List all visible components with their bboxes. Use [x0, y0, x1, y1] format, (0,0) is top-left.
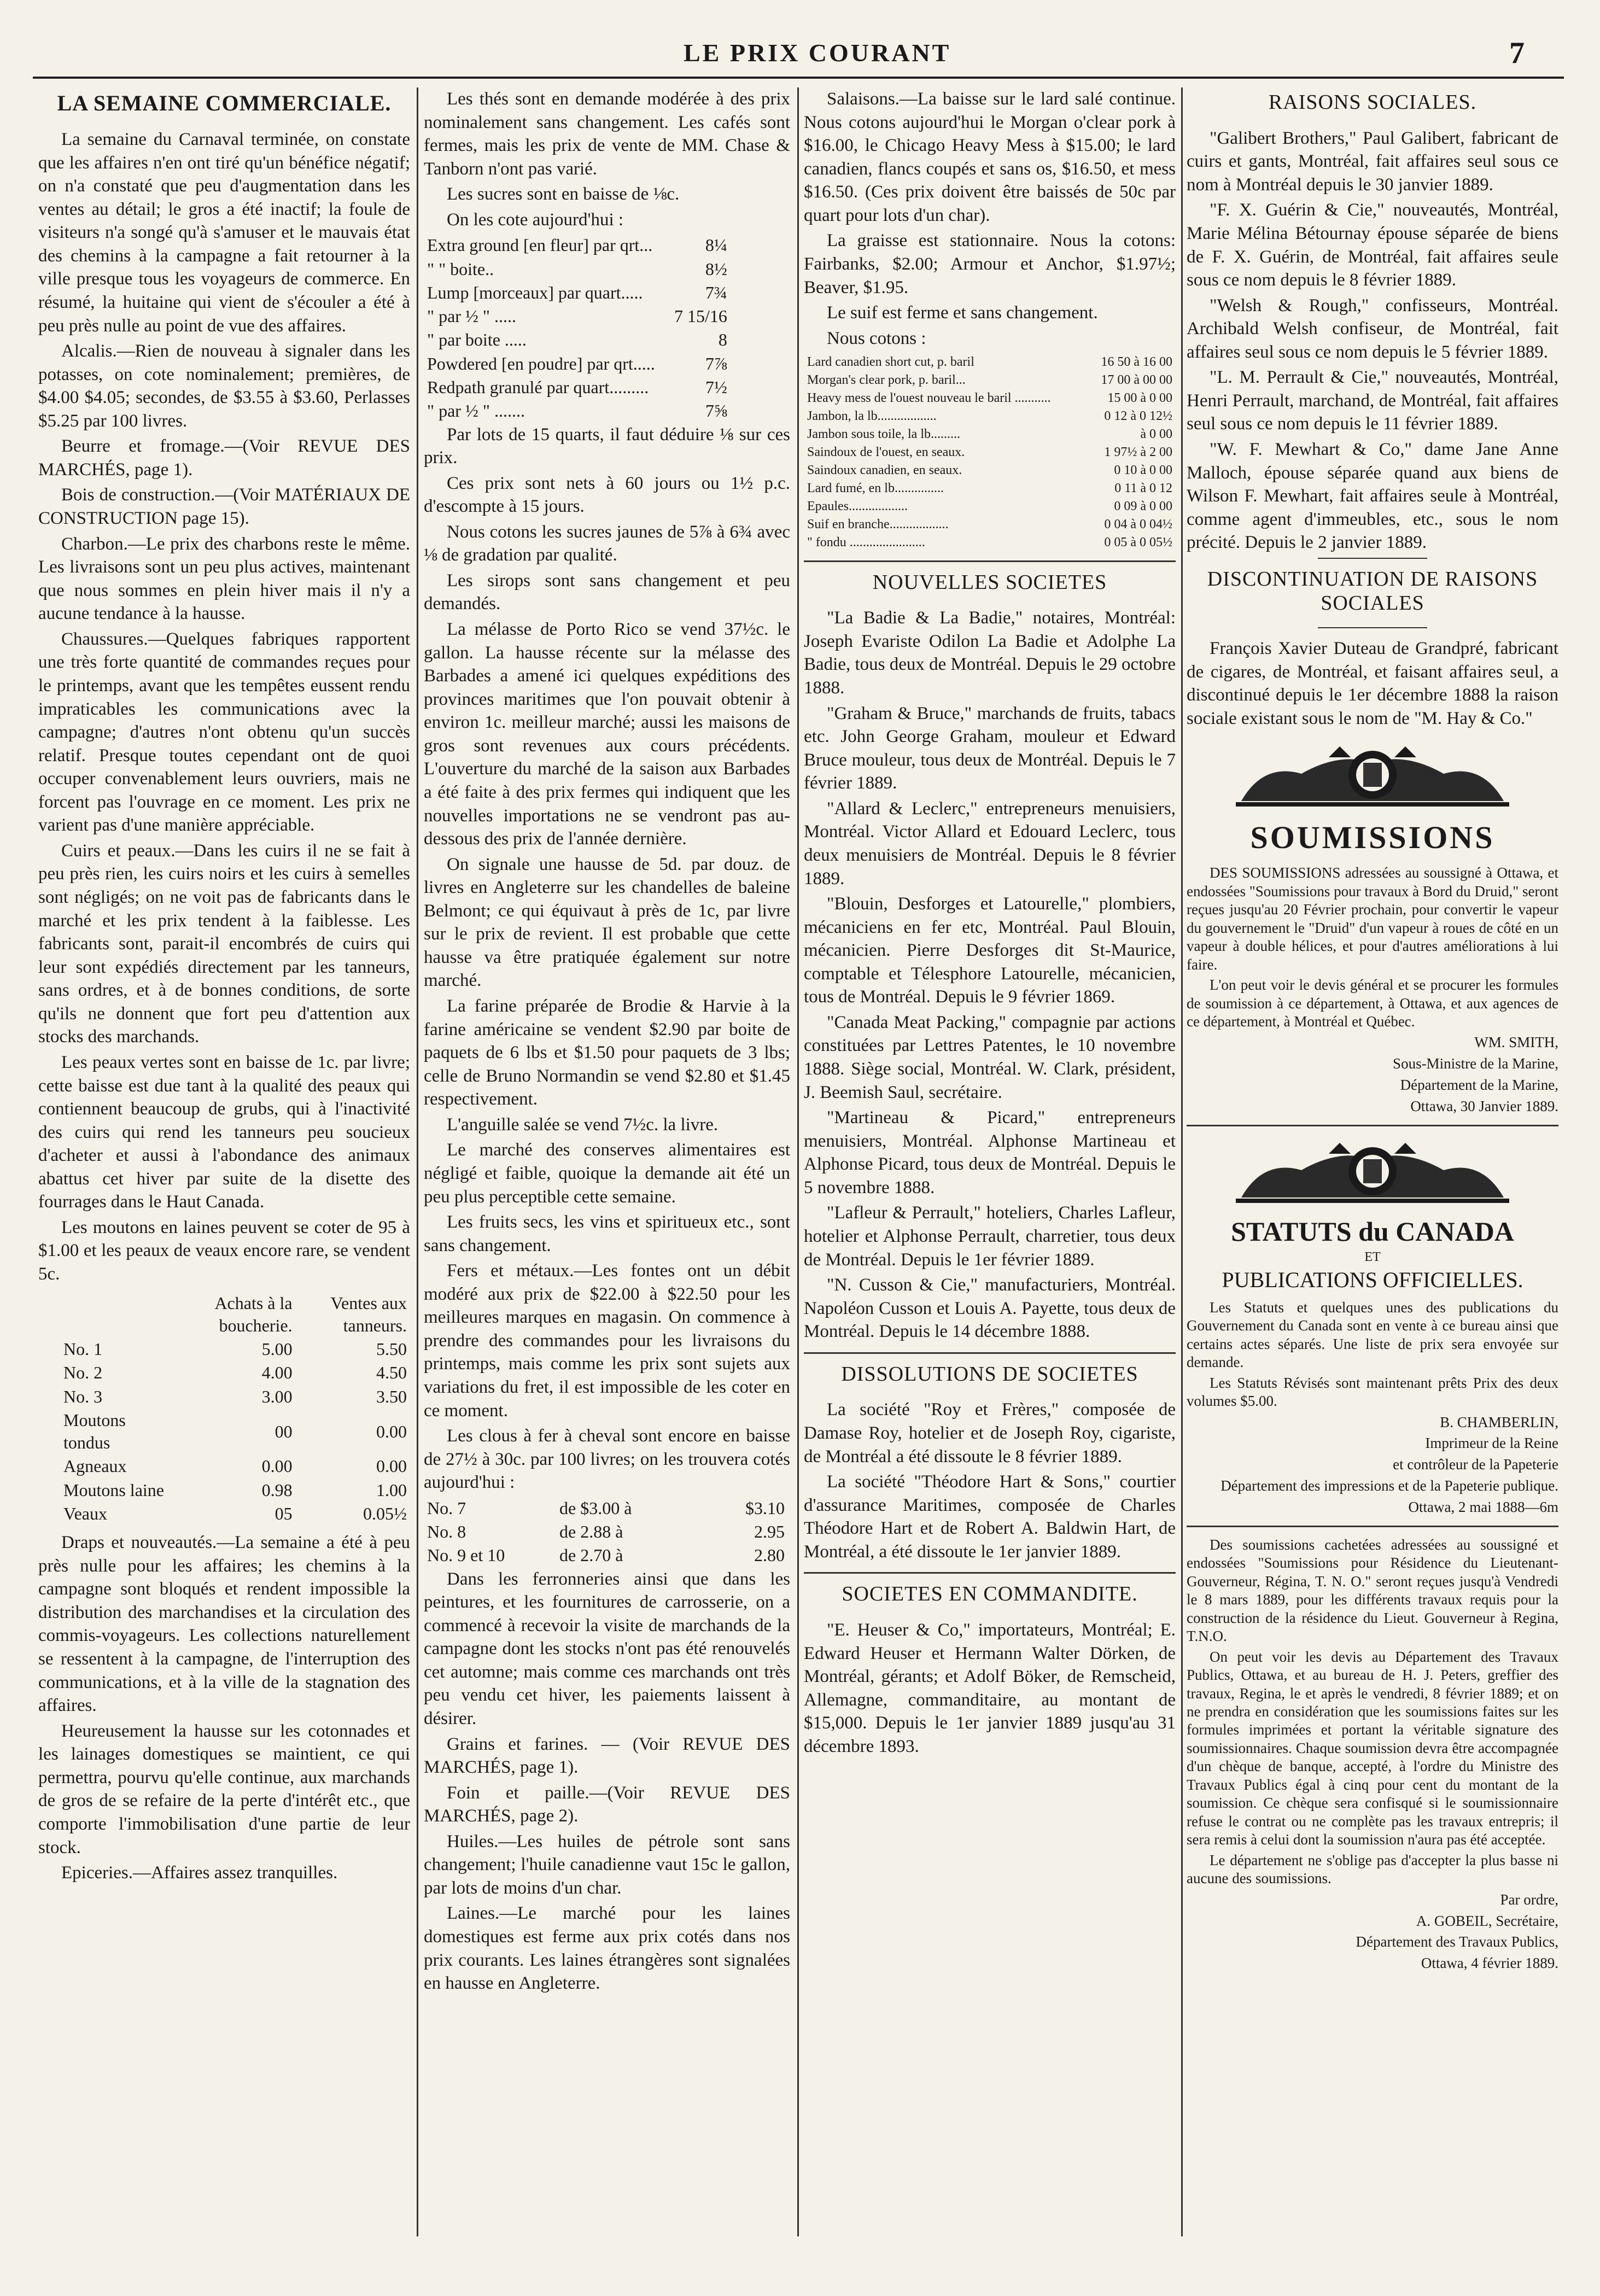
- table-cell: 4.50: [376, 1363, 407, 1383]
- table-row: [424, 258, 731, 281]
- paragraph: Les moutons en laines peuvent se coter de 95 à $1.00 et les peaux de veaux encore rare, se vendent 5c.: [38, 1217, 410, 1284]
- table-cell: 0.00: [376, 1421, 407, 1441]
- table-cell: de 2.88 à: [559, 1522, 623, 1542]
- provisions-price-table: [804, 353, 1176, 551]
- table-cell: Lard fumé, en lb...............: [807, 481, 944, 495]
- table-row: [804, 516, 1176, 534]
- table-cell: 0.98: [261, 1480, 293, 1500]
- table-row: [804, 389, 1176, 407]
- table-cell: Powdered [en poudre] par qrt.....: [427, 353, 655, 373]
- table-cell: 0 05 à 0 05½: [1104, 535, 1172, 550]
- table-cell: 0 10 à 0 00: [1114, 463, 1172, 477]
- statuts-subtitle: PUBLICATIONS OFFICIELLES.: [1222, 1267, 1523, 1293]
- sugar-price-table: [424, 233, 731, 423]
- table-cell: 7⅞: [705, 353, 727, 373]
- table-cell: 0.05½: [363, 1503, 407, 1523]
- paragraph: Bois de construction.—(Voir MATÉRIAUX DE CONSTRUCTION page 15).: [38, 485, 410, 528]
- column-divider: [1181, 87, 1183, 2236]
- table-cell: No. 7: [427, 1498, 466, 1518]
- paragraph: Nous cotons les sucres jaunes de 5⅞ à 6¾ avec ⅛ de gradation par qualité.: [424, 522, 790, 565]
- paragraph: Chaussures.—Quelques fabriques rapportent une très forte quantité de commandes reçues pour le printemps, avant que les tempêtes eussent rendu impraticables les communications avec la campagne; d'autres n'ont obtenu qu'un succès relatif. Presque toutes cependant ont de quoi occuper convenablement leurs ouvriers, mais ne forcent pas l'ouvrage en ce moment. Les prix ne varient pas d'une manière appréciable.: [38, 629, 410, 836]
- section-divider: [804, 1572, 1176, 1574]
- table-row: [424, 376, 731, 399]
- paragraph: Beurre et fromage.—(Voir REVUE DES MARCHÉS, page 1).: [38, 436, 410, 480]
- newspaper-title: LE PRIX COURANT: [684, 39, 951, 67]
- notice-item: "N. Cusson & Cie," manufacturiers, Montréal. Napoléon Cusson et Louis A. Payette, tous deux de Montréal. Depuis le 14 décembre 1888.: [804, 1275, 1176, 1342]
- table-cell: Heavy mess de l'ouest nouveau le baril ...........: [807, 391, 1051, 406]
- table-cell: 7⅝: [705, 401, 727, 421]
- table-row: [60, 1385, 410, 1409]
- table-row: [60, 1337, 410, 1361]
- paragraph: Le marché des conserves alimentaires est négligé et faible, quoique la demande ait été un peu plus perceptible cette semaine.: [424, 1140, 790, 1207]
- table-cell: Veaux: [63, 1503, 107, 1523]
- paragraph: Nous cotons :: [827, 328, 926, 348]
- paragraph: Laines.—Le marché pour les laines domestiques est ferme aux prix cotés dans nos prix courants. Les laines étrangères sont signalées en hausse en Angleterre.: [424, 1903, 790, 1994]
- hides-price-table: [60, 1292, 410, 1526]
- table-cell: Extra ground [en fleur] par qrt...: [427, 235, 653, 255]
- table-row: [424, 1520, 788, 1544]
- table-header: Ventes aux tanneurs.: [330, 1293, 407, 1335]
- coat-of-arms-icon: [1230, 1137, 1515, 1208]
- paragraph: Draps et nouveautés.—La semaine a été à peu près nulle pour les affaires; les chemins à la campagne sont bloqués et rendent impossible la distribution des marchandises et la circulation des commis-voyageurs. Les collections naturellement se ressentent à la campagne, de l'interruption des communications, et à la ville de la stagnation des affaires.: [38, 1533, 410, 1716]
- signature-line: Ottawa, 2 mai 1888—6m: [1408, 1498, 1558, 1515]
- table-cell: Moutons laine: [63, 1480, 164, 1500]
- table-cell: 0.00: [376, 1456, 407, 1476]
- table-row: [804, 371, 1176, 389]
- table-row: [804, 353, 1176, 371]
- table-row: [804, 443, 1176, 461]
- soumissions-title: SOUMISSIONS: [1250, 820, 1495, 856]
- notice-item: François Xavier Duteau de Grandpré, fabricant de cigares, de Montréal, et faisant affaires seul, a discontinué depuis le 1er décembre 1888 la raison sociale existant sous le nom de "M. Hay & Co.": [1187, 639, 1558, 728]
- table-row: [424, 328, 731, 352]
- table-cell: 1 97½ à 2 00: [1104, 445, 1172, 459]
- travaux-text: Le département ne s'oblige pas d'accepter la plus basse ni aucune des soumissions.: [1187, 1851, 1558, 1887]
- raisons-sociales-heading: RAISONS SOCIALES.: [1268, 91, 1477, 114]
- notice-item: "La Badie & La Badie," notaires, Montréal: Joseph Evariste Odilon La Badie et Adolphe La Badie, tous deux de Montréal. Depuis le 29 octobre 1888.: [804, 608, 1176, 698]
- dissolutions-heading: DISSOLUTIONS DE SOCIETES: [841, 1362, 1138, 1386]
- coat-of-arms-icon: [1230, 741, 1515, 812]
- table-cell: 3.50: [376, 1386, 407, 1406]
- table-row: [424, 233, 731, 257]
- table-row: [60, 1454, 410, 1478]
- section-divider: [1318, 558, 1427, 559]
- table-cell: " par boite .....: [427, 330, 527, 350]
- table-row: [60, 1502, 410, 1526]
- paragraph: Alcalis.—Rien de nouveau à signaler dans les potasses, on cote nominalement; premières, de $4.00 $4.05; secondes, de $3.55 à $3.60, Perlasses $5.25 par 100 livres.: [38, 341, 410, 431]
- signature-line: A. GOBEIL, Secrétaire,: [1416, 1912, 1558, 1929]
- table-cell: Lump [morceaux] par quart.....: [427, 282, 643, 302]
- table-cell: 15 00 à 0 00: [1107, 391, 1172, 406]
- signature-line: Département des Travaux Publics,: [1356, 1933, 1558, 1950]
- masthead-rule: [33, 77, 1564, 79]
- table-row: [804, 407, 1176, 425]
- table-cell: 7½: [705, 377, 727, 397]
- signature-line: et contrôleur de la Papeterie: [1393, 1456, 1558, 1473]
- paragraph: Les peaux vertes sont en baisse de 1c. par livre; cette baisse est due tant à la qualité des peaux qui contiennent beaucoup de grubs, qui à l'inactivité des cuirs qui rend les tanneurs peu soucieux d'acheter et aussi à l'abondance des animaux abattus cet hiver par suite de la disette des fourrages dans le Haut Canada.: [38, 1052, 410, 1212]
- column-divider: [417, 87, 418, 2236]
- table-cell: 2.80: [754, 1545, 785, 1565]
- statuts-et: ET: [1364, 1250, 1381, 1265]
- soumissions-text: DES SOUMISSIONS adressées au soussigné à Ottawa, et endossées "Soumissions pour travaux à Bord du Druid," seront reçues jusqu'au 20 Février prochain, pour convertir le vapeur du gouvernement le "Druid" d'un vapeur à roues de côté en un vapeur à double hélices, et pour d'autres améliorations à lui faire.: [1187, 864, 1558, 973]
- table-cell: 7 15/16: [674, 306, 727, 326]
- signature-line: B. CHAMBERLIN,: [1440, 1413, 1558, 1430]
- table-cell: Lard canadien short cut, p. baril: [807, 355, 974, 370]
- table-cell: 8½: [705, 259, 727, 279]
- table-cell: Agneaux: [63, 1456, 127, 1476]
- paragraph: Par lots de 15 quarts, il faut déduire ⅛ sur ces prix.: [424, 424, 790, 468]
- column-3: [804, 87, 1176, 2236]
- table-cell: Saindoux de l'ouest, en seaux.: [807, 445, 965, 459]
- notice-item: "E. Heuser & Co," importateurs, Montréal; E. Edward Heuser et Hermann Walter Dörken, de Montréal, gérants; et Adolf Böker, de Remscheid, Allemagne, commanditaire, au montant de $15,000. Depuis le 1er janvier 1889 jusqu'au 31 décembre 1893.: [804, 1620, 1176, 1756]
- nail-price-table: [424, 1497, 788, 1568]
- table-cell: 7¾: [705, 282, 727, 302]
- table-cell: Saindoux canadien, en seaux.: [807, 463, 962, 477]
- paragraph: Grains et farines. — (Voir REVUE DES MARCHÉS, page 1).: [424, 1734, 790, 1778]
- table-cell: " par ½ " .....: [427, 306, 516, 326]
- table-row: [804, 498, 1176, 516]
- soumissions-text: L'on peut voir le devis général et se procurer les formules de soumission à ce département, à Ottawa, et aux agences de ce département, à Montréal et Québec.: [1187, 977, 1558, 1030]
- signature-line: Ottawa, 30 Janvier 1889.: [1410, 1097, 1558, 1114]
- table-cell: 0 12 à 0 12½: [1104, 409, 1172, 424]
- table-row: [424, 399, 731, 423]
- table-cell: No. 9 et 10: [427, 1545, 505, 1565]
- table-row: [424, 1544, 788, 1567]
- column-divider: [797, 87, 799, 2236]
- notice-item: "Allard & Leclerc," entrepreneurs menuisiers, Montréal. Victor Allard et Edouard Leclerc, tous deux menuisiers de Montréal. Depuis le 8 février 1889.: [804, 798, 1176, 889]
- notice-item: "Lafleur & Perrault," hoteliers, Charles Lafleur, hotelier et Alphonse Perrault, charretier, tous deux de Montréal. Depuis le 1er février 1889.: [804, 1203, 1176, 1270]
- signature-line: Par ordre,: [1500, 1891, 1558, 1908]
- table-row: [424, 352, 731, 376]
- section-divider: [804, 560, 1176, 562]
- notice-item: "L. M. Perrault & Cie," nouveautés, Montréal, Henri Perrault, marchand, de Montréal, fait affaires seul sous ce nom depuis le 11 février 1889.: [1187, 367, 1558, 434]
- signature-line: Imprimeur de la Reine: [1425, 1435, 1558, 1452]
- commandite-heading: SOCIETES EN COMMANDITE.: [842, 1582, 1138, 1606]
- paragraph: La farine préparée de Brodie & Harvie à la farine américaine se vendent $2.90 par boite de paquets de 6 lbs et $1.50 pour paquets de 3 lbs; celle de Bruno Normandin se vend $2.80 et $1.45 respectivement.: [424, 996, 790, 1109]
- paragraph: La graisse est stationnaire. Nous la cotons: Fairbanks, $2.00; Armour et Anchor, $1.97½; Beaver, $1.95.: [804, 231, 1176, 297]
- table-cell: de 2.70 à: [559, 1545, 623, 1565]
- paragraph: Ces prix sont nets à 60 jours ou 1½ p.c. d'escompte à 15 jours.: [424, 473, 790, 517]
- notice-item: "Graham & Bruce," marchands de fruits, tabacs etc. John George Graham, mouleur et Edward Bruce mouleur, tous deux de Montréal. Depuis le 7 février 1889.: [804, 703, 1176, 793]
- table-cell: 17 00 à 00 00: [1101, 373, 1172, 388]
- notice-item: La société "Théodore Hart & Sons," courtier d'assurance Maritimes, composée de Charles Théodore Hart et de Robert A. Baldwin Hart, de Montréal, a été dissoute le 1er janvier 1889.: [804, 1472, 1176, 1562]
- table-cell: 5.50: [376, 1339, 407, 1359]
- paragraph: Fers et métaux.—Les fontes ont un débit modéré aux prix de $22.00 à $22.50 pour les meilleures marques en magasin. On commence à prendre des commandes pour les livraisons du printemps, mais comme les prix sont sujets aux variations du fret, il est impossible de les coter en ce moment.: [424, 1261, 790, 1421]
- paragraph: Les clous à fer à cheval sont encore en baisse de 27½ à 30c. par 100 livres; on les trouvera cotés aujourd'hui :: [424, 1426, 790, 1493]
- table-cell: 4.00: [261, 1363, 293, 1383]
- table-cell: Suif en branche..................: [807, 517, 949, 531]
- paragraph: L'anguille salée se vend 7½c. la livre.: [447, 1114, 719, 1135]
- table-row: [60, 1479, 410, 1502]
- notice-item: "Martineau & Picard," entrepreneurs menuisiers, Montréal. Alphonse Martineau et Alphonse Picard, tous deux de Montréal. Depuis le 5 novembre 1888.: [804, 1108, 1176, 1197]
- table-cell: Jambon sous toile, la lb.........: [807, 427, 960, 441]
- paragraph: Charbon.—Le prix des charbons reste le même. Les livraisons sont un peu plus actives, maintenant que nous sommes en plein hiver mais il n'y a aucune tendance à la hausse.: [38, 534, 410, 624]
- notice-item: "Canada Meat Packing," compagnie par actions constituées par Lettres Patentes, le 10 novembre 1888. Siège social, Montréal. W. Clark, président, J. Beemish Saul, secrétaire.: [804, 1012, 1176, 1102]
- table-row: [60, 1361, 410, 1384]
- signature-line: Ottawa, 4 février 1889.: [1421, 1955, 1558, 1972]
- table-cell: 0 09 à 0 00: [1114, 499, 1172, 513]
- semaine-commerciale-heading: LA SEMAINE COMMERCIALE.: [57, 91, 392, 115]
- notice-item: "Welsh & Rough," confisseurs, Montréal. Archibald Welsh confiseur, de Montréal, fait affaires seul sous ce nom depuis le 5 février 1889.: [1187, 295, 1558, 362]
- table-row: [804, 425, 1176, 443]
- table-cell: 0 04 à 0 04½: [1104, 517, 1172, 531]
- paragraph: Salaisons.—La baisse sur le lard salé continue. Nous cotons aujourd'hui le Morgan o'clear pork à $16.00, le Chicago Heavy Mess à $15.00; le lard canadien, flancs coupés et sans os, $16.50, et mess $16.50. (Ces prix doivent être baissés de 50c par quart pour lots d'un char).: [804, 89, 1176, 225]
- table-cell: " " boite..: [427, 259, 494, 279]
- table-cell: " par ½ " .......: [427, 401, 525, 421]
- paragraph: Le suif est ferme et sans changement.: [827, 303, 1098, 323]
- paragraph: Les thés sont en demande modérée à des prix nominalement sans changement. Les cafés sont fermes, mais les prix de vente de MM. Chase & Tanborn n'ont pas varié.: [424, 89, 790, 179]
- table-cell: " fondu .......................: [807, 535, 925, 550]
- table-header: Achats à la boucherie.: [214, 1293, 293, 1335]
- paragraph: Les fruits secs, les vins et spiritueux etc., sont sans changement.: [424, 1212, 790, 1255]
- paragraph: Heureusement la hausse sur les cotonnades et les lainages domestiques se maintient, ce qui permettra, pourvu qu'elle continue, aux marchands de gros de se refaire de la perte d'intérêt etc., que comporte l'immobilisation d'une partie de leur stock.: [38, 1721, 410, 1857]
- table-cell: No. 2: [63, 1363, 103, 1383]
- table-row: [804, 534, 1176, 552]
- section-divider: [804, 1352, 1176, 1354]
- market-report: [38, 128, 410, 1286]
- table-cell: Jambon, la lb..................: [807, 409, 937, 424]
- notice-item: "F. X. Guérin & Cie," nouveautés, Montréal, Marie Mélina Bétournay épouse séparée de biens de F. X. Guérin, de Montréal, fait affaires seule sous ce nom depuis le 8 février 1889.: [1187, 200, 1558, 290]
- paragraph: La semaine du Carnaval terminée, on constate que les affaires n'en ont tiré qu'un bénéfice négatif; on n'a constaté que peu d'augmentation dans les ventes au détail; le gros a été inactif; la foule de visiteurs n'a songé qu'à s'amuser et le mauvais état des chemins à la campagne a fait retourner à la ville presque tous les voyageurs de commerce. En résumé, la huitaine qui vient de s'écouler a été à peu près nulle au point de vue des affaires.: [38, 130, 410, 336]
- paragraph: Foin et paille.—(Voir REVUE DES MARCHÉS, page 2).: [424, 1783, 790, 1826]
- table-header-row: [60, 1292, 410, 1338]
- table-cell: à 0 00: [1140, 427, 1172, 441]
- section-divider: [1318, 627, 1427, 628]
- table-cell: 16 50 à 16 00: [1101, 355, 1172, 370]
- section-divider: [1187, 1125, 1558, 1126]
- table-cell: Morgan's clear pork, p. baril...: [807, 373, 966, 388]
- statuts-text: Les Statuts Révisés sont maintenant prêts Prix des deux volumes $5.00.: [1187, 1374, 1558, 1410]
- table-row: [424, 305, 731, 328]
- column-2: [424, 87, 790, 2236]
- table-row: [804, 480, 1176, 498]
- table-cell: 0 11 à 0 12: [1114, 481, 1172, 495]
- paragraph: On les cote aujourd'hui :: [447, 209, 624, 230]
- paragraph: Epiceries.—Affaires assez tranquilles.: [61, 1863, 338, 1883]
- masthead: [0, 33, 1600, 71]
- table-cell: 2.95: [754, 1522, 785, 1542]
- notice-item: "W. F. Mewhart & Co," dame Jane Anne Malloch, épouse séparée quand aux biens de Wilson F. Mewhart, fait affaires seule à Montréal, comme agent d'immeubles, etc., sous le nom précité. Depuis le 2 janvier 1889.: [1187, 440, 1558, 553]
- table-cell: 8: [718, 330, 727, 350]
- table-row: [424, 1497, 788, 1520]
- table-cell: 3.00: [261, 1386, 293, 1406]
- paragraph: Dans les ferronneries ainsi que dans les peintures, et les fournitures de carrosserie, on a commencé à recevoir la visite de marchands de la campagne dont les stocks n'ont pas été renouvelés cet automne; mais comme ces marchands ont très peu vendu cet hiver, les paiements laissent à désirer.: [424, 1569, 790, 1728]
- paragraph: On signale une hausse de 5d. par douz. de livres en Angleterre sur les chandelles de baleine Belmont; ce qui équivaut à près de 1c, par livre sur le prix de revient. Il est probable que cette hausse va être pratiquée également sur notre marché.: [424, 854, 790, 991]
- paragraph: La mélasse de Porto Rico se vend 37½c. le gallon. La hausse récente sur la mélasse des Barbades a amené ici quelques expéditions des provinces maritimes que l'on pouvait obtenir à environ 1c. meilleur marché; aussi les maisons de gros sont revenues aux cours précédents. L'ouverture du marché de la saison aux Barbades a été faite à des prix fermes qui indiquent que les nouvelles importations ne se vendront pas au-dessous des prix de l'année dernière.: [424, 620, 790, 849]
- signature-line: WM. SMITH,: [1474, 1034, 1558, 1051]
- table-cell: No. 8: [427, 1522, 466, 1542]
- table-cell: 05: [275, 1503, 293, 1523]
- paragraph: Les sirops sont sans changement et peu demandés.: [424, 570, 790, 614]
- table-cell: No. 1: [63, 1339, 103, 1359]
- table-cell: Redpath granulé par quart.........: [427, 377, 649, 397]
- page-number: 7: [1509, 36, 1525, 70]
- notice-item: "Blouin, Desforges et Latourelle," plombiers, mécaniciens en fer etc, Montréal. Paul Blouin, mécanicien. Pierre Desforges dit St-Maurice, comptable et Télesphore Latourelle, mécanicien, tous de Montréal. Depuis le 9 février 1869.: [804, 894, 1176, 1007]
- signature-line: Département de la Marine,: [1400, 1077, 1558, 1094]
- table-cell: 8¼: [705, 235, 727, 255]
- section-divider: [1187, 1526, 1558, 1527]
- signature-line: Sous-Ministre de la Marine,: [1393, 1055, 1558, 1072]
- table-cell: 00: [275, 1421, 293, 1441]
- statuts-title: STATUTS du CANADA: [1231, 1216, 1514, 1247]
- discontinuation-heading: DISCONTINUATION DE RAISONS SOCIALES: [1207, 567, 1538, 615]
- table-cell: No. 3: [63, 1386, 103, 1406]
- table-cell: 5.00: [261, 1339, 293, 1359]
- notice-item: "Galibert Brothers," Paul Galibert, fabricant de cuirs et gants, Montréal, fait affaires seul sous ce nom à Montréal depuis le 30 janvier 1889.: [1187, 128, 1558, 195]
- travaux-text: On peut voir les devis au Département des Travaux Publics, Ottawa, et au bureau de H. J. Peters, greffier des travaux, Regina, le et après le vendredi, 8 février 1889; et on ne prendra en considération que les soumissions faites sur les formules imprimées et portant la véritable signature des soumissionnaires. Chaque soumission devra être accompagnée d'un chèque de banque, accepté, à l'ordre du Ministre des Travaux Publics égal à cinq pour cent du montant de la soumission. Ce chèque sera confisqué si le soumissionnaire refuse le contrat ou ne complète pas les travaux entrepris; il sera remis à celui dont la soumission n'aura pas été acceptée.: [1187, 1648, 1558, 1848]
- table-row: [424, 281, 731, 305]
- table-cell: de $3.00 à: [559, 1498, 632, 1518]
- table-cell: Moutons tondus: [63, 1410, 126, 1453]
- table-header: [60, 1292, 171, 1338]
- travaux-text: Des soumissions cachetées adressées au soussigné et endossées "Soumissions pour Résidence du Lieutenant-Gouverneur, Régina, T. N. O." seront reçues jusqu'à Vendredi le 8 mars 1889, pour les différents travaux requis pour la construction de la résidence du Lieut. Gouverneur à Regina, T.N.O.: [1187, 1536, 1558, 1645]
- column-4: [1187, 87, 1558, 2236]
- table-cell: $3.10: [745, 1498, 785, 1518]
- statuts-text: Les Statuts et quelques unes des publications du Gouvernement du Canada sont en vente à ce bureau ainsi que certains actes séparés. Une liste de prix sera envoyée sur demande.: [1187, 1299, 1558, 1371]
- nouvelles-societes-heading: NOUVELLES SOCIETES: [872, 570, 1107, 594]
- table-row: [60, 1409, 410, 1455]
- table-row: [804, 461, 1176, 480]
- notice-item: La société "Roy et Frères," composée de Damase Roy, hotelier et de Joseph Roy, cigariste, de Montréal a été dissoute le 8 février 1889.: [804, 1400, 1176, 1467]
- column-1: [38, 87, 410, 2236]
- table-cell: 1.00: [376, 1480, 407, 1500]
- paragraph: Cuirs et peaux.—Dans les cuirs il ne se fait à peu près rien, les cuirs noirs et les cuirs à semelles sont négligés; on ne voit pas de fabricants dans le marché et les prix tendent à la faiblesse. Les fabricants sont, parait-il encombrés de cuirs qui leur sont expédiés directement par les tanneurs, sans ordres, et à de bonnes conditions, de sorte qu'ils ne donnent que fort peu d'attention aux stocks des marchands.: [38, 840, 410, 1047]
- signature-line: Département des impressions et de la Papeterie publique.: [1221, 1477, 1558, 1494]
- table-cell: 0.00: [261, 1456, 293, 1476]
- paragraph: Huiles.—Les huiles de pétrole sont sans changement; l'huile canadienne vaut 15c le gallon, par lots de moins d'un char.: [424, 1831, 790, 1898]
- paragraph: Les sucres sont en baisse de ⅛c.: [447, 184, 680, 205]
- table-cell: Epaules..................: [807, 499, 908, 513]
